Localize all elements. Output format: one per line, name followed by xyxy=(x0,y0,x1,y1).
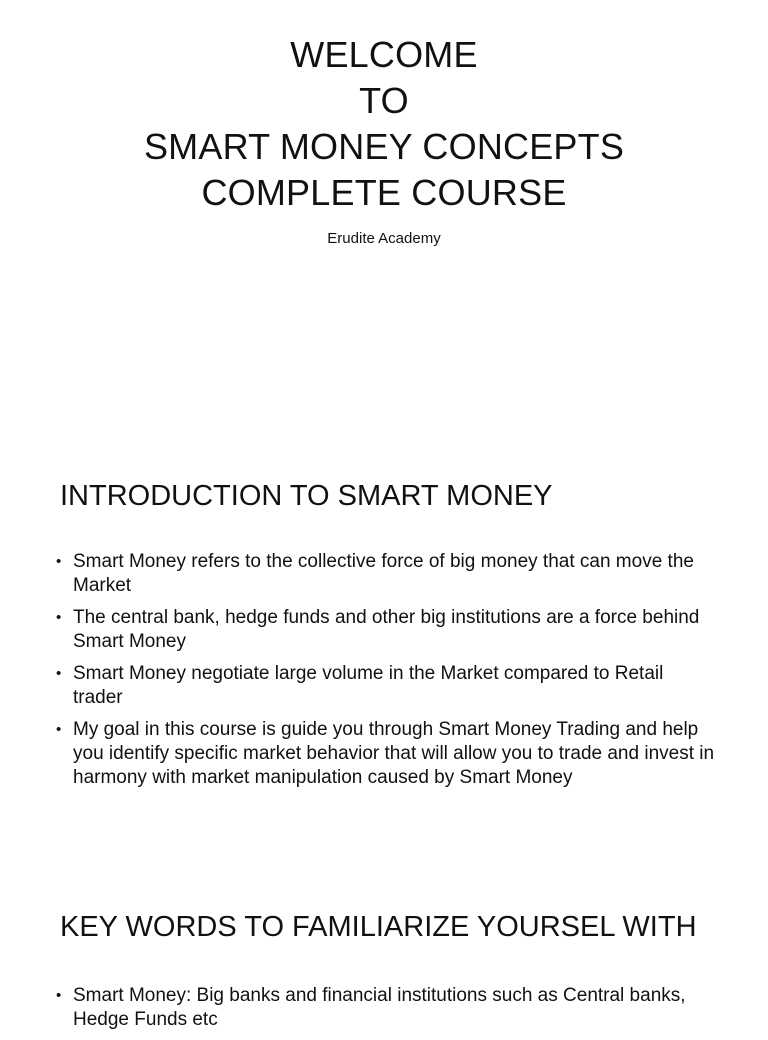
bullet-icon: • xyxy=(56,609,62,626)
keywords-slide xyxy=(0,905,768,1030)
list-item xyxy=(56,550,716,598)
keywords-heading: KEY WORDS TO FAMILIARIZE YOURSEL WITH xyxy=(60,911,697,943)
title-slide xyxy=(0,0,768,430)
list-item xyxy=(56,662,716,710)
title-line: TO xyxy=(359,80,409,121)
title-line: COMPLETE COURSE xyxy=(201,172,567,213)
course-title xyxy=(0,32,768,216)
bullet-text: My goal in this course is guide you through Smart Money Trading and help you identify specific market behavior that will allow you to trade and invest in harmony with market manipulation caused by Smart Money xyxy=(73,719,715,788)
intro-heading: INTRODUCTION TO SMART MONEY xyxy=(60,480,553,512)
bullet-text: Smart Money refers to the collective force of big money that can move the Market xyxy=(73,551,694,596)
bullet-icon: • xyxy=(56,553,62,570)
intro-bullet-list xyxy=(56,550,716,798)
list-item xyxy=(56,718,716,790)
bullet-text: Smart Money negotiate large volume in the Market compared to Retail trader xyxy=(73,663,664,708)
bullet-icon: • xyxy=(56,987,62,1004)
bullet-icon: • xyxy=(56,665,62,682)
bullet-text: The central bank, hedge funds and other big institutions are a force behind Smart Money xyxy=(73,607,700,652)
list-item xyxy=(56,984,716,1032)
title-line: WELCOME xyxy=(290,34,478,75)
course-subtitle: Erudite Academy xyxy=(327,230,441,247)
title-line: SMART MONEY CONCEPTS xyxy=(143,126,625,167)
intro-slide xyxy=(0,470,768,870)
list-item xyxy=(56,606,716,654)
bullet-icon: • xyxy=(56,721,62,738)
bullet-text: Smart Money: Big banks and financial institutions such as Central banks, Hedge Funds etc xyxy=(73,985,686,1030)
keywords-bullet-list xyxy=(56,984,716,1040)
